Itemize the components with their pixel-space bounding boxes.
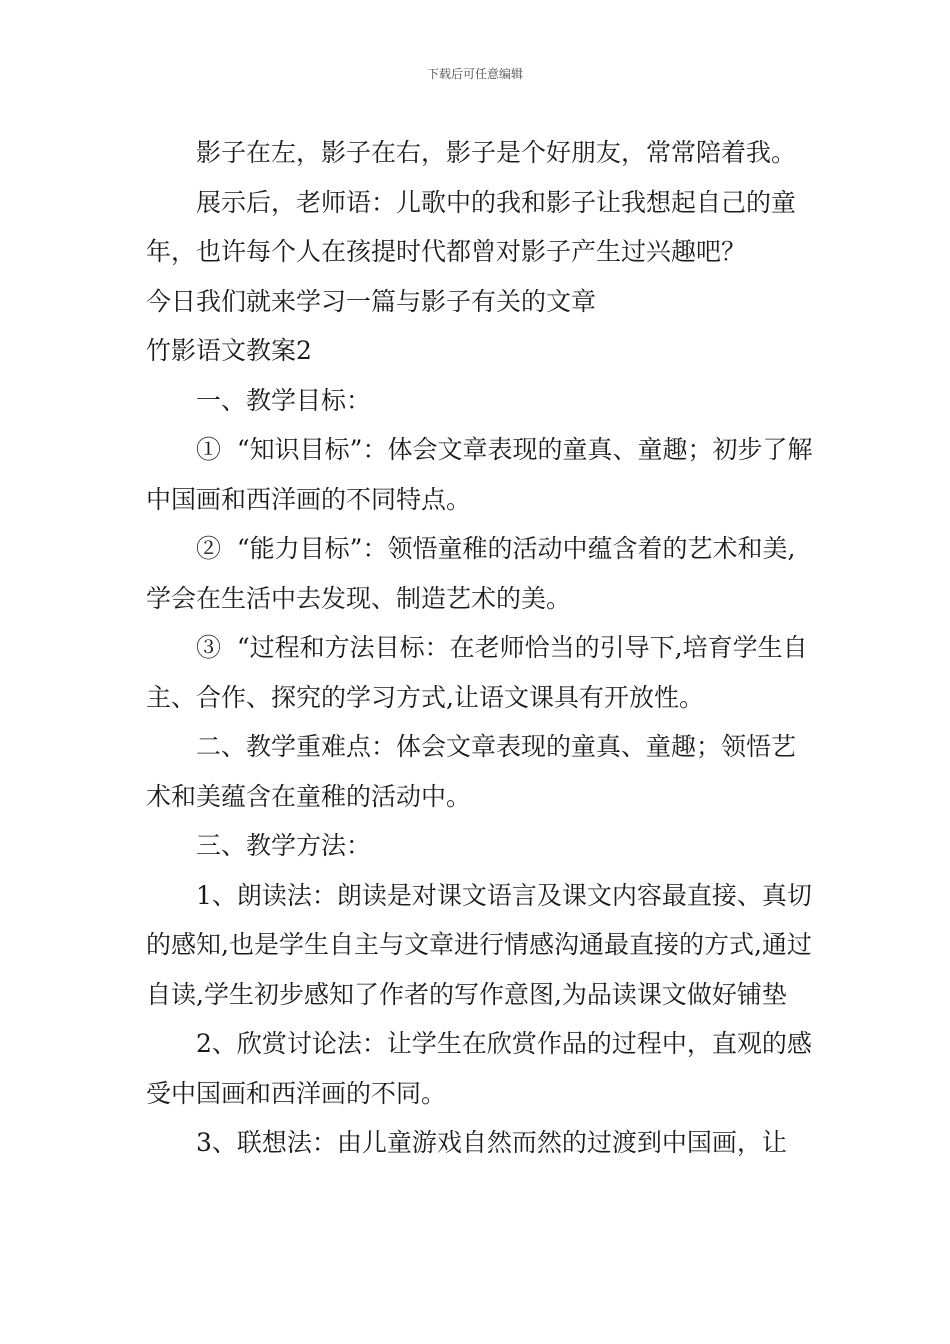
page-header: 下载后可任意编辑	[426, 67, 523, 81]
paragraph: 影子在左，影子在右，影子是个好朋友，常常陪着我。	[196, 138, 797, 167]
paragraph: 1、朗读法：朗读是对课文语言及课文内容最直接、真切的感知,也是学生自主与文章进行情感沟通最直接的方式,通过自读,学生初步感知了作者的写作意图,为品读课文做好铺垫	[146, 880, 812, 1009]
paragraph: 一、教学目标：	[196, 385, 372, 415]
section-title: 竹影语文教案2	[146, 336, 312, 365]
paragraph: 三、教学方法：	[196, 831, 372, 860]
document-body	[146, 128, 816, 1168]
paragraph: 今日我们就来学习一篇与影子有关的文章	[146, 286, 597, 316]
paragraph: 展示后，老师语：儿歌中的我和影子让我想起自己的童年，也许每个人在孩提时代都曾对影子产生过兴趣吧？	[146, 187, 797, 266]
paragraph: ① “知识目标”：体会文章表现的童真、童趣；初步了解中国画和西洋画的不同特点。	[146, 435, 813, 514]
paragraph: 2、欣赏讨论法：让学生在欣赏作品的过程中，直观的感受中国画和西洋画的不同。	[146, 1029, 812, 1108]
paragraph: ② “能力目标”：领悟童稚的活动中蕴含着的艺术和美,学会在生活中去发现、制造艺术的美。	[146, 534, 796, 613]
paragraph: ③ “过程和方法目标：在老师恰当的引导下,培育学生自主、合作、探究的学习方式,让语文课具有开放性。	[146, 633, 808, 712]
paragraph: 3、联想法：由儿童游戏自然而然的过渡到中国画，让	[196, 1128, 787, 1157]
paragraph: 二、教学重难点：体会文章表现的童真、童趣；领悟艺术和美蕴含在童稚的活动中。	[146, 732, 797, 811]
